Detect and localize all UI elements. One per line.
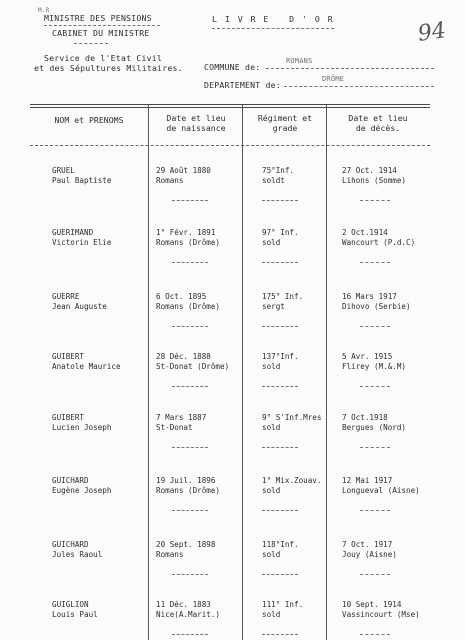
- corner-mark: M.R: [38, 7, 50, 14]
- cell-death: [342, 600, 420, 620]
- cell-death-line: Vassincourt (Mse): [342, 610, 420, 619]
- cell-birth-line: 19 Juil. 1896: [156, 476, 216, 485]
- ministry-title: MINISTRE DES PENSIONS: [44, 13, 152, 23]
- cell-name-line: GRUEL: [52, 166, 75, 175]
- cell-regiment: [262, 413, 321, 433]
- cell-death-line: 10 Sept. 1914: [342, 600, 402, 609]
- cabinet-underline: [74, 43, 108, 44]
- row-separator: [262, 386, 298, 387]
- commune-line: [266, 68, 434, 69]
- cell-birth-line: St-Donat (Drôme): [156, 362, 230, 371]
- cell-name-line: Lucien Joseph: [52, 423, 112, 432]
- cell-name: [52, 600, 98, 620]
- cell-death: [342, 413, 406, 433]
- cell-name: [52, 292, 107, 312]
- cell-name-line: Eugène Joseph: [52, 486, 112, 495]
- row-separator: [262, 200, 298, 201]
- service-line-2: et des Sépultures Militaires.: [34, 63, 183, 73]
- table-top-border-2: [30, 107, 430, 108]
- cell-regiment-line: sold: [262, 610, 281, 619]
- cell-name: [52, 413, 111, 433]
- cell-name-line: Paul Baptiste: [52, 176, 112, 185]
- cell-regiment: [262, 600, 303, 620]
- cell-birth-line: 1° Févr. 1891: [156, 228, 216, 237]
- cell-death-line: 7 Oct.1918: [342, 413, 388, 422]
- row-separator: [262, 262, 298, 263]
- row-separator: [360, 326, 390, 327]
- cell-birth-line: 6 Oct. 1895: [156, 292, 207, 301]
- row-separator: [262, 634, 298, 635]
- cell-death-line: Lihons (Somme): [342, 176, 407, 185]
- cell-name-line: GUIBERT: [52, 352, 85, 361]
- cell-birth: [156, 600, 220, 620]
- cell-regiment-line: 137°Inf.: [262, 352, 299, 361]
- department-line: [284, 86, 434, 87]
- department-label: DEPARTEMENT de:: [204, 80, 281, 90]
- row-separator: [360, 634, 390, 635]
- row-separator: [262, 447, 298, 448]
- cabinet-title: CABINET DU MINISTRE: [52, 28, 150, 38]
- cell-death-line: Flirey (M.&.M): [342, 362, 407, 371]
- row-separator: [360, 386, 390, 387]
- cell-name-line: Victorin Elie: [52, 238, 112, 247]
- service-line-1: Service de l'Etat Civil: [44, 53, 162, 63]
- cell-death-line: Jouy (Aisne): [342, 550, 397, 559]
- row-separator: [172, 262, 208, 263]
- cell-regiment: [262, 476, 321, 496]
- cell-name-line: Jean Auguste: [52, 302, 107, 311]
- livre-dor-title: L I V R E D ' O R: [212, 14, 335, 24]
- cell-regiment-line: 1° Mix.Zouav.: [262, 476, 322, 485]
- cell-name: [52, 476, 111, 496]
- cell-death-line: 2 Oct.1914: [342, 228, 388, 237]
- cell-regiment-line: 118°Inf.: [262, 540, 299, 549]
- cell-regiment-line: soldt: [262, 176, 285, 185]
- cell-birth-line: Romans (Drôme): [156, 302, 221, 311]
- column-header-regiment: Régiment et grade: [257, 113, 313, 133]
- cell-birth-line: Romans (Drôme): [156, 238, 221, 247]
- column-header-name-text: NOM et PRENOMS: [54, 115, 124, 125]
- row-separator: [172, 200, 208, 201]
- row-separator: [262, 326, 298, 327]
- cell-death: [342, 228, 415, 248]
- cell-regiment: [262, 292, 303, 312]
- cell-birth-line: 20 Sept. 1898: [156, 540, 216, 549]
- cell-birth-line: 28 Déc. 1888: [156, 352, 211, 361]
- cell-birth: [156, 228, 220, 248]
- table-top-border: [30, 104, 430, 105]
- cell-name: [52, 166, 111, 186]
- cell-birth: [156, 292, 220, 312]
- row-separator: [360, 262, 390, 263]
- cell-name: [52, 540, 102, 560]
- cell-name-line: GUIBERT: [52, 413, 85, 422]
- cell-birth-line: 29 Août 1880: [156, 166, 211, 175]
- cell-death: [342, 540, 397, 560]
- row-separator: [172, 386, 208, 387]
- cell-regiment: [262, 166, 294, 186]
- commune-label: COMMUNE de:: [204, 62, 261, 72]
- cell-birth-line: Nice(A.Marit.): [156, 610, 221, 619]
- cell-name-line: GUERIMAND: [52, 228, 94, 237]
- cell-birth-line: Romans: [156, 550, 184, 559]
- column-header-death: Date et lieu de décès.: [348, 113, 408, 133]
- cell-name-line: Louis Paul: [52, 610, 98, 619]
- cell-birth-line: Romans: [156, 176, 184, 185]
- cell-name-line: GUERRE: [52, 292, 80, 301]
- cell-regiment-line: 111° Inf.: [262, 600, 304, 609]
- commune-value: ROMANS: [286, 57, 313, 65]
- table-header-border: [30, 145, 430, 146]
- row-separator: [172, 510, 208, 511]
- title-underline: [212, 28, 334, 29]
- cell-name-line: Anatole Maurice: [52, 362, 121, 371]
- cell-name: [52, 352, 121, 372]
- cell-regiment: [262, 540, 299, 560]
- cell-death-line: Longueval (Aisne): [342, 486, 420, 495]
- cell-name-line: Jules Raoul: [52, 550, 103, 559]
- cell-death: [342, 166, 406, 186]
- row-separator: [172, 447, 208, 448]
- cell-regiment: [262, 352, 299, 372]
- column-divider-1: [148, 105, 149, 640]
- cell-death: [342, 476, 420, 496]
- column-header-birth: Date et lieu de naissance: [166, 113, 226, 133]
- cell-name-line: GUICHARD: [52, 540, 89, 549]
- cell-death-line: 7 Oct. 1917: [342, 540, 393, 549]
- row-separator: [360, 574, 390, 575]
- cell-birth: [156, 352, 229, 372]
- column-divider-3: [326, 105, 327, 640]
- row-separator: [360, 510, 390, 511]
- cell-birth: [156, 476, 220, 496]
- cell-name-line: GUICHARD: [52, 476, 89, 485]
- cell-regiment-line: 75°Inf.: [262, 166, 295, 175]
- cell-regiment-line: sold: [262, 550, 281, 559]
- cell-name-line: GUIGLION: [52, 600, 89, 609]
- cell-regiment-line: sold: [262, 423, 281, 432]
- department-value: DRÔME: [322, 75, 345, 83]
- row-separator: [172, 634, 208, 635]
- cell-death-line: Wancourt (P.d.C): [342, 238, 416, 247]
- cell-birth: [156, 413, 206, 433]
- row-separator: [262, 574, 298, 575]
- cell-death-line: 12 Mai 1917: [342, 476, 393, 485]
- row-separator: [360, 200, 390, 201]
- row-separator: [360, 447, 390, 448]
- cell-regiment-line: sold: [262, 486, 281, 495]
- page-number: 94: [416, 18, 448, 47]
- cell-birth: [156, 540, 215, 560]
- cell-birth-line: Romans (Drôme): [156, 486, 221, 495]
- cell-regiment-line: sold: [262, 362, 281, 371]
- row-separator: [262, 510, 298, 511]
- row-separator: [172, 326, 208, 327]
- cell-death-line: Bergues (Nord): [342, 423, 407, 432]
- column-header-name: [30, 115, 148, 125]
- cell-birth-line: St-Donat: [156, 423, 193, 432]
- cell-regiment-line: 9° S'Inf.Mres: [262, 413, 322, 422]
- cell-death-line: 5 Avr. 1915: [342, 352, 393, 361]
- cell-death-line: 27 Oct. 1914: [342, 166, 397, 175]
- row-separator: [172, 574, 208, 575]
- cell-regiment-line: sold: [262, 238, 281, 247]
- cell-death-line: 16 Mars 1917: [342, 292, 397, 301]
- cell-regiment: [262, 228, 299, 248]
- cell-death: [342, 292, 411, 312]
- cell-regiment-line: 175° Inf.: [262, 292, 304, 301]
- cell-name: [52, 228, 111, 248]
- cell-death-line: Dihovo (Serbie): [342, 302, 411, 311]
- column-divider-2: [242, 105, 243, 640]
- cell-birth-line: 11 Déc. 1883: [156, 600, 211, 609]
- cell-birth: [156, 166, 211, 186]
- cell-regiment-line: 97° Inf.: [262, 228, 299, 237]
- cell-regiment-line: sergt: [262, 302, 285, 311]
- ministry-underline: [44, 25, 160, 26]
- cell-birth-line: 7 Mars 1887: [156, 413, 207, 422]
- cell-death: [342, 352, 406, 372]
